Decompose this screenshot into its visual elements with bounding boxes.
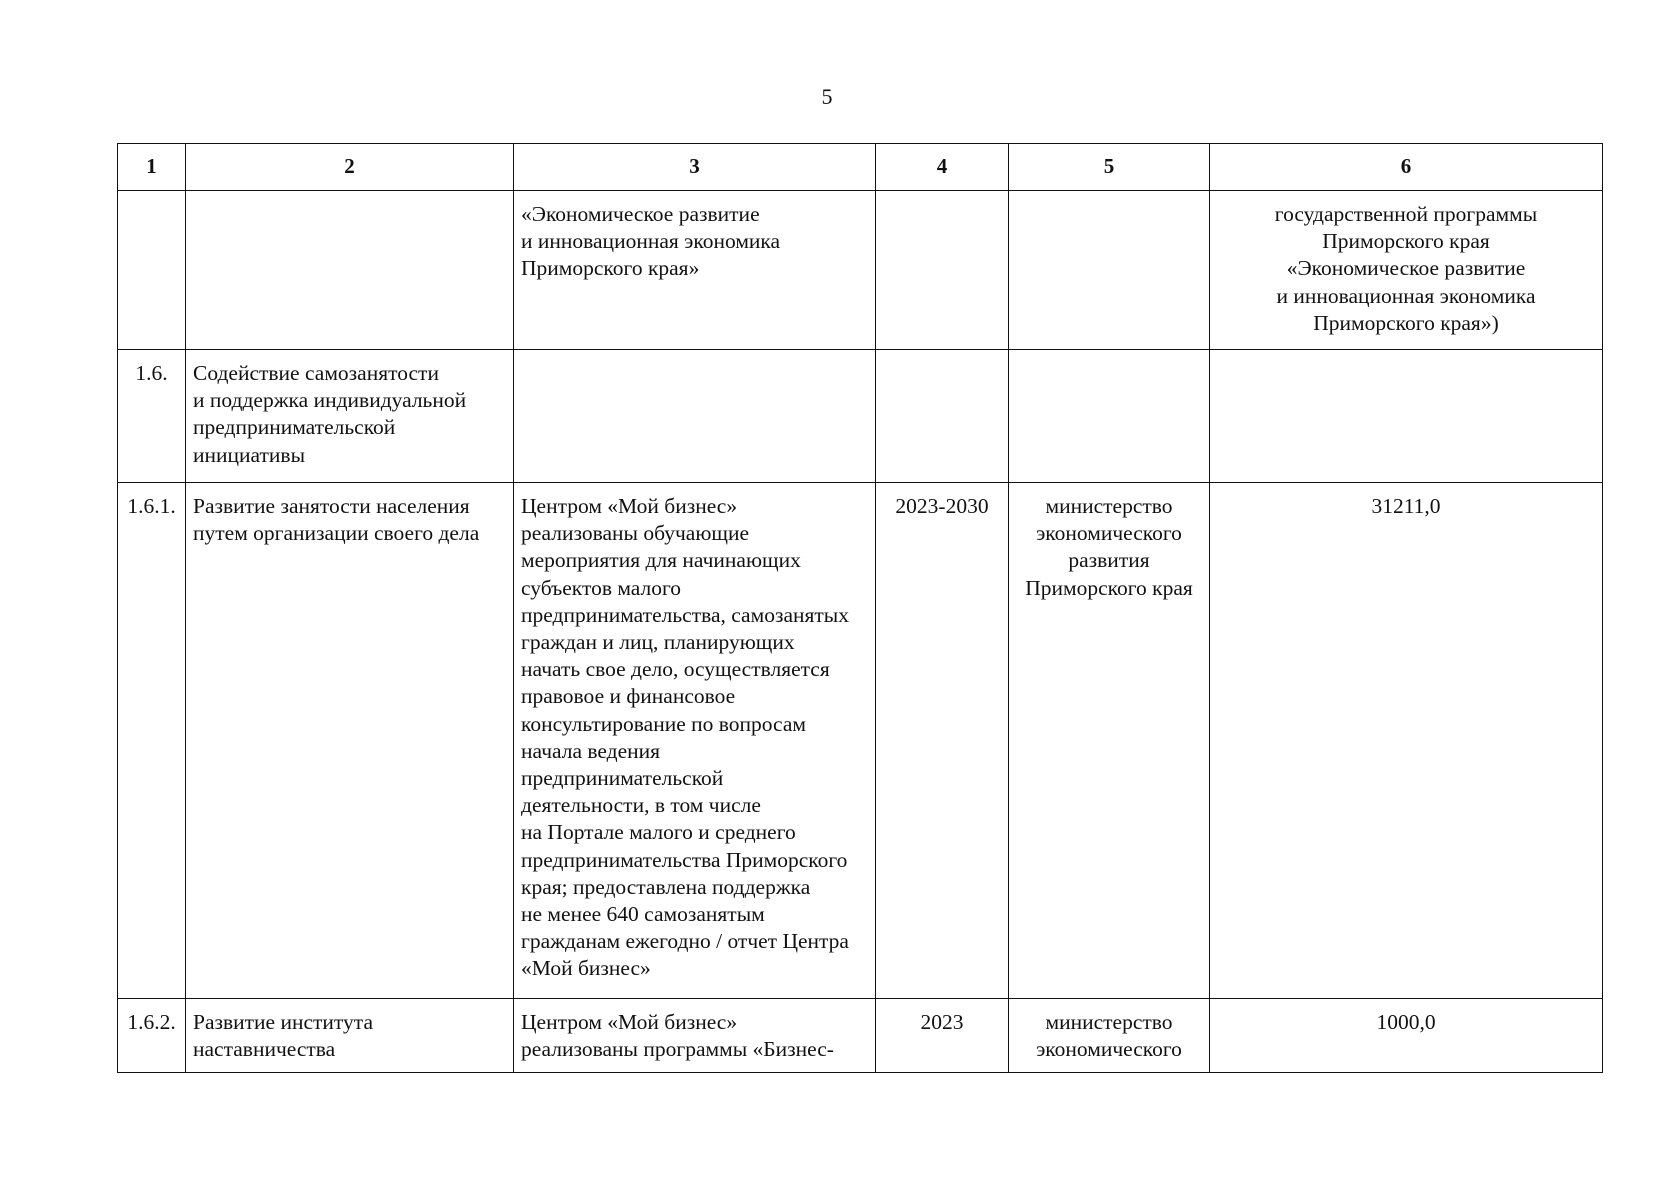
cell-description [514, 191, 876, 350]
row-number: 1.6.1. [127, 494, 176, 518]
cell-funding [1210, 483, 1603, 999]
cell-description [514, 999, 876, 1073]
measure-name [186, 191, 513, 201]
measure-executor [1009, 350, 1209, 360]
table-header-row [118, 144, 1603, 191]
cell-executor [1009, 483, 1210, 999]
cell-period [876, 191, 1009, 350]
cell-period [876, 999, 1009, 1073]
measure-name: Содействие самозанятости и поддержка индивидуальной предпринимательской инициативы [193, 361, 467, 467]
measure-description [514, 350, 875, 360]
measure-funding [1210, 350, 1602, 360]
table-row-1-6-2 [118, 999, 1603, 1073]
cell-period [876, 350, 1009, 483]
cell-funding [1210, 350, 1603, 483]
cell-num [118, 999, 186, 1073]
measure-period: 2023 [920, 1010, 964, 1034]
cell-period [876, 483, 1009, 999]
measure-name: Развитие института наставничества [193, 1010, 373, 1062]
cell-num [118, 483, 186, 999]
measure-executor [1009, 191, 1209, 201]
column-header-6: 6 [1210, 144, 1603, 191]
measure-description: Центром «Мой бизнес» реализованы обучающие мероприятия для начинающих субъектов малого предпринимательства, самозанятых граждан и лиц, планирующих начать свое дело, осуществляется правовое и финансовое консультирование по вопросам начала ведения предпринимательской деятельности, в том числе на Портале малого и среднего предпринимательства Приморского края; предоставлена поддержка не менее 640 самозанятым гражданам ежегодно / отчет Центра «Мой бизнес» [521, 494, 849, 981]
cell-funding [1210, 999, 1603, 1073]
measure-executor: министерство экономического развития Приморского края [1025, 494, 1193, 600]
measure-executor: министерство экономического [1036, 1010, 1182, 1062]
table-row-1-6 [118, 350, 1603, 483]
cell-name [186, 999, 514, 1073]
row-number: 1.6.2. [127, 1010, 176, 1034]
cell-num [118, 350, 186, 483]
measure-funding: 31211,0 [1371, 494, 1441, 518]
cell-description [514, 483, 876, 999]
measure-period [876, 350, 1008, 360]
program-table [117, 143, 1603, 1073]
cell-name [186, 350, 514, 483]
cell-funding [1210, 191, 1603, 350]
measure-period [876, 191, 1008, 201]
column-header-4: 4 [876, 144, 1009, 191]
row-number: 1.6. [135, 361, 168, 385]
table-row-continuation [118, 191, 1603, 350]
cell-name [186, 483, 514, 999]
row-number [118, 191, 185, 201]
cell-description [514, 350, 876, 483]
column-header-5: 5 [1009, 144, 1210, 191]
cell-num [118, 191, 186, 350]
cell-executor [1009, 191, 1210, 350]
column-header-1: 1 [118, 144, 186, 191]
measure-name: Развитие занятости населения путем организации своего дела [193, 494, 480, 546]
measure-period: 2023-2030 [895, 494, 989, 518]
page-number: 5 [821, 84, 833, 109]
cell-executor [1009, 999, 1210, 1073]
table-row-1-6-1 [118, 483, 1603, 999]
measure-description: «Экономическое развитие и инновационная экономика Приморского края» [521, 202, 781, 281]
column-header-2: 2 [186, 144, 514, 191]
column-header-3: 3 [514, 144, 876, 191]
measure-description: Центром «Мой бизнес» реализованы программы «Бизнес- [521, 1010, 834, 1062]
cell-name [186, 191, 514, 350]
measure-funding: государственной программы Приморского края «Экономическое развитие и инновационная экономика Приморского края») [1274, 202, 1538, 335]
measure-funding: 1000,0 [1376, 1010, 1436, 1034]
cell-executor [1009, 350, 1210, 483]
